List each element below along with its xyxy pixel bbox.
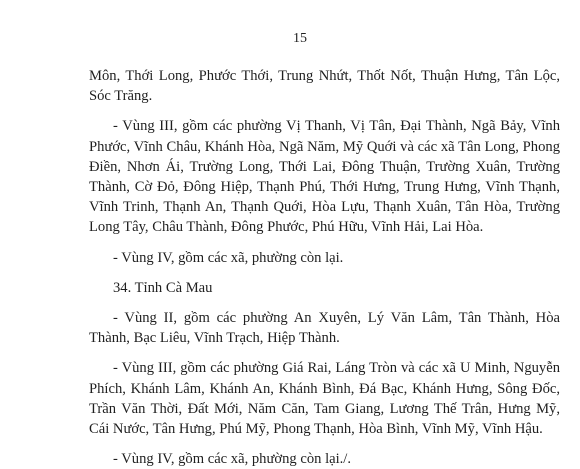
section-heading-ca-mau: 34. Tỉnh Cà Mau	[113, 279, 213, 296]
page-number: 15	[293, 31, 307, 46]
paragraph-region-iii: - Vùng III, gồm các phường Vị Thanh, Vị Tân, Đại Thành, Ngã Bảy, Vĩnh Phước, Vĩnh Châu, Khánh Hòa, Ngã Năm, Mỹ Quới và các xã Tân Long, Phong Điền, Nhơn Ái, Trường Long, Thới Lai, Đông Thuận, Trường Xuân, Trường Thành, Cờ Đỏ, Đông Hiệp, Thạnh Phú, Thới Hưng, Trung Hưng, Vĩnh Thạnh, Vĩnh Trinh, Thạnh An, Thạnh Quới, Hòa Lựu, Thạnh Xuân, Tân Hòa, Trường Long Tây, Châu Thành, Đông Phước, Phú Hữu, Vĩnh Hải, Lai Hòa.	[89, 118, 560, 236]
paragraph-ca-mau-region-iii: - Vùng III, gồm các phường Giá Rai, Láng Tròn và các xã U Minh, Nguyễn Phích, Khánh Lâm, Khánh An, Khánh Bình, Đá Bạc, Khánh Hưng, Sông Đốc, Trần Văn Thời, Đất Mới, Năm Căn, Tam Giang, Lương Thế Trân, Hưng Mỹ, Cái Nước, Tân Hưng, Phú Mỹ, Phong Thạnh, Hòa Bình, Vĩnh Mỹ, Vĩnh Hậu.	[89, 360, 560, 438]
document-body	[89, 66, 560, 469]
paragraph-ca-mau-region-iv: - Vùng IV, gồm các xã, phường còn lại./.	[113, 451, 352, 468]
paragraph-region-iv: - Vùng IV, gồm các xã, phường còn lại.	[113, 249, 344, 266]
paragraph-ca-mau-region-ii: - Vùng II, gồm các phường An Xuyên, Lý Văn Lâm, Tân Thành, Hòa Thành, Bạc Liêu, Vĩnh Trạch, Hiệp Thành.	[89, 310, 560, 347]
paragraph-continuation: Môn, Thới Long, Phước Thới, Trung Nhứt, Thốt Nốt, Thuận Hưng, Tân Lộc, Sóc Trăng.	[89, 68, 560, 105]
